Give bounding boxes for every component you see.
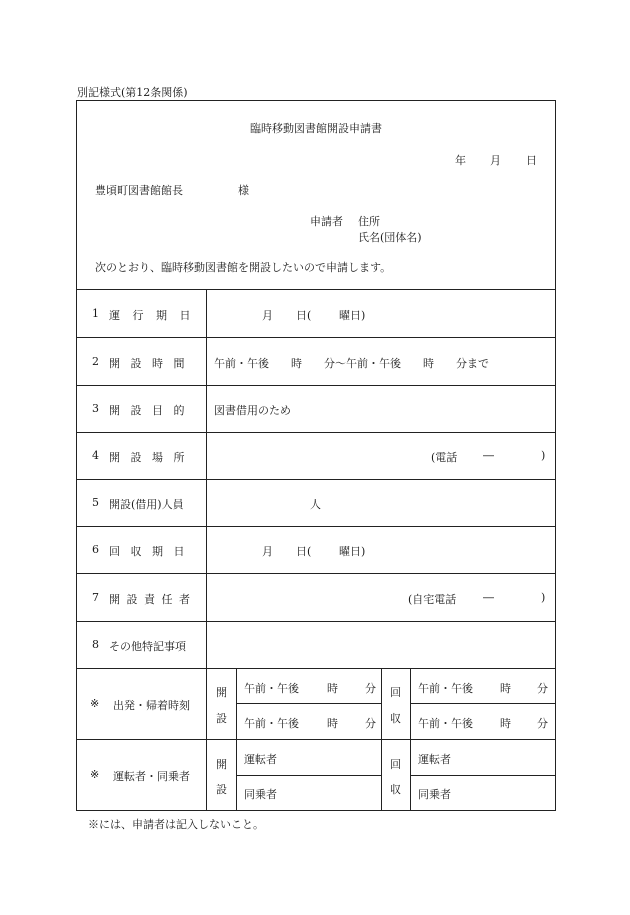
applicant-address-label: 住所 — [358, 215, 380, 228]
row-7-phone-label: (自宅電話 — [408, 593, 457, 606]
row-4-phone-label: (電話 — [431, 451, 458, 464]
row-1-label: 運 行 期 日 — [109, 309, 191, 322]
addressee-honorific: 様 — [238, 184, 249, 197]
row-7-phone-close: ) — [541, 591, 546, 604]
collect-time-minute-2[interactable]: 分 — [537, 717, 548, 730]
drivers-open-1: 開 — [216, 758, 227, 771]
row-6-month[interactable]: 月 — [262, 545, 273, 558]
collect-time-hour-2[interactable]: 時 — [500, 717, 511, 730]
applicant-name-label: 氏名(団体名) — [358, 231, 422, 244]
departure-label: 出発・帰着時刻 — [113, 699, 190, 712]
row-1-month[interactable]: 月 — [262, 309, 273, 322]
drivers-label: 運転者・同乗者 — [113, 770, 190, 783]
row-8-label: その他特記事項 — [109, 640, 186, 653]
open-time-minute-2[interactable]: 分 — [365, 717, 376, 730]
row-5-number: 5 — [92, 496, 99, 509]
collect-time-ampm-2[interactable]: 午前・午後 — [418, 717, 473, 730]
row-6-weekday[interactable]: 曜日) — [339, 545, 366, 558]
row-4-number: 4 — [92, 449, 99, 462]
row-6-label: 回 収 期 日 — [109, 545, 185, 558]
row-2-label: 開 設 時 間 — [109, 357, 185, 370]
row-5-label: 開設(借用)人員 — [109, 498, 184, 511]
addressee-name: 豊頃町図書館館長 — [95, 184, 183, 197]
applicant-label: 申請者 — [310, 215, 343, 228]
open-driver-field[interactable]: 運転者 — [244, 753, 277, 766]
row-6-number: 6 — [92, 543, 99, 556]
row-4-phone-dash: ― — [483, 449, 494, 462]
row-8-number: 8 — [92, 638, 99, 651]
row-7-label: 開 設 責 任 者 — [109, 593, 190, 606]
row-5-unit[interactable]: 人 — [310, 498, 321, 511]
row-3-value[interactable]: 図書借用のため — [214, 404, 291, 417]
departure-open-1: 開 — [216, 686, 227, 699]
form-title: 臨時移動図書館開設申請書 — [250, 122, 382, 135]
row-1-number: 1 — [92, 307, 99, 320]
form-reference: 別記様式(第12条関係) — [77, 86, 188, 99]
date-month: 月 — [490, 154, 501, 167]
open-time-minute-1[interactable]: 分 — [365, 682, 376, 695]
departure-mark: ※ — [90, 697, 100, 710]
collect-time-hour-1[interactable]: 時 — [500, 682, 511, 695]
open-time-ampm-2[interactable]: 午前・午後 — [244, 717, 299, 730]
collect-time-ampm-1[interactable]: 午前・午後 — [418, 682, 473, 695]
open-time-hour-2[interactable]: 時 — [327, 717, 338, 730]
departure-open-2: 設 — [216, 712, 227, 725]
footnote: ※には、申請者は記入しないこと。 — [88, 818, 264, 831]
departure-collect-1: 回 — [390, 686, 401, 699]
row-3-label: 開 設 目 的 — [109, 404, 185, 417]
drivers-mark: ※ — [90, 768, 100, 781]
collect-driver-field[interactable]: 運転者 — [418, 753, 451, 766]
departure-collect-2: 収 — [390, 712, 401, 725]
drivers-collect-2: 収 — [390, 783, 401, 796]
row-6-day[interactable]: 日( — [296, 545, 312, 558]
open-time-ampm-1[interactable]: 午前・午後 — [244, 682, 299, 695]
open-time-hour-1[interactable]: 時 — [327, 682, 338, 695]
collect-passenger-field[interactable]: 同乗者 — [418, 788, 451, 801]
drivers-collect-1: 回 — [390, 758, 401, 771]
drivers-open-2: 設 — [216, 783, 227, 796]
request-text: 次のとおり、臨時移動図書館を開設したいので申請します。 — [95, 261, 392, 274]
row-2-value[interactable]: 午前・午後 時 分～午前・午後 時 分まで — [214, 357, 489, 370]
row-7-phone-dash: ― — [483, 591, 494, 604]
date-year: 年 — [455, 154, 466, 167]
open-passenger-field[interactable]: 同乗者 — [244, 788, 277, 801]
row-3-number: 3 — [92, 402, 99, 415]
row-1-day[interactable]: 日( — [296, 309, 312, 322]
row-4-label: 開 設 場 所 — [109, 451, 185, 464]
date-day: 日 — [526, 154, 537, 167]
row-1-weekday[interactable]: 曜日) — [339, 309, 366, 322]
row-4-phone-close: ) — [541, 449, 546, 462]
collect-time-minute-1[interactable]: 分 — [537, 682, 548, 695]
row-2-number: 2 — [92, 355, 99, 368]
row-7-number: 7 — [92, 591, 99, 604]
